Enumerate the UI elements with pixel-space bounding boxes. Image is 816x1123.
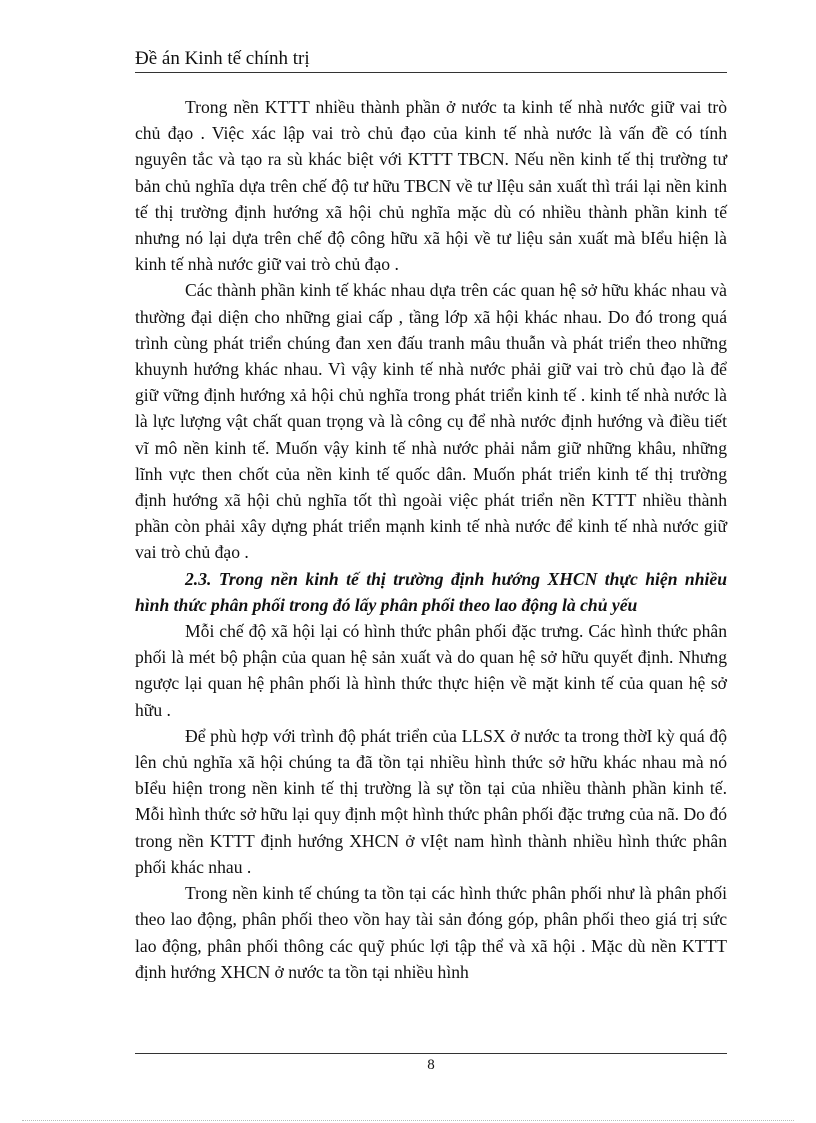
paragraph: Trong nền kinh tế chúng ta tồn tại các hình thức phân phối như là phân phối theo lao động, phân phối theo vồn hay tài sản đóng góp, phân phối theo giá trị sức lao động, phân phối thông các quỹ phúc lợi tập thể và xã hội . Mặc dù nền KTTT định hướng XHCN ở nước ta tồn tại nhiều hình [135, 883, 727, 982]
section-heading: 2.3. Trong nền kinh tế thị trường định hướng XHCN thực hiện nhiều hình thức phân phối trong đó lấy phân phối theo lao động là chủ yếu [135, 568, 727, 615]
paragraph: Trong nền KTTT nhiều thành phần ở nước ta kinh tế nhà nước giữ vai trò chủ đạo . Việc xác lập vai trò chủ đạo của kinh tế nhà nước là vấn đề có tính nguyên tắc và tạo ra sù khác biệt với KTTT TBCN. Nếu nền kinh tế thị trường tư bản chủ nghĩa dựa trên chế độ tư hữu TBCN về tư lIệu sản xuất thì trái lại nền kinh tế thị trường định hướng xã hội chủ nghĩa mặc dù có nhiều thành phần kinh tế nhưng nó lại dựa trên chế độ công hữu xã hội về tư liệu sản xuất mà bIểu hiện là kinh tế nhà nước giữ vai trò chủ đạo . [135, 97, 727, 275]
paragraph: Để phù hợp với trình độ phát triển của LLSX ở nước ta trong thờI kỳ quá độ lên chủ nghĩa xã hội chúng ta đã tồn tại nhiều hình thức sở hữu khác nhau mà nó bIểu hiện trong nền kinh tế thị trường là sự tồn tại của nhiều thành phần kinh tế. Mỗi hình thức sở hữu lại quy định một hình thức phân phối đặc trưng của nã. Do đó trong nền KTTT định hướng XHCN ở vIệt nam hình thành nhiều hình thức phân phối khác nhau . [135, 725, 727, 877]
paragraph: Các thành phần kinh tế khác nhau dựa trên các quan hệ sở hữu khác nhau và thường đại diện cho những giai cấp , tầng lớp xã hội khác nhau. Do đó trong quá trình cùng phát triển chúng đan xen đấu tranh mâu thuẫn và phát triển theo những khuynh hướng khác nhau. Vì vậy kinh tế nhà nước phải giữ vai trò chủ đạo là để giữ vững định hướng xả hội chủ nghĩa trong phát triển kinh tế . kinh tế nhà nước là là lực lượng vật chất quan trọng và là công cụ để nhà nước định hướng và điều tiết vĩ mô nền kinh tế. Muốn vậy kinh tế nhà nước phải nắm giữ những khâu, những lĩnh vực then chốt của nền kinh tế quốc dân. Muốn phát triển kinh tế thị trường định hướng xã hội chủ nghĩa tốt thì ngoài việc phát triển nền KTTT nhiều thành phần còn phải xây dựng phát triển mạnh kinh tế nhà nước để kinh tế nhà nước giữ vai trò chủ đạo . [135, 280, 727, 563]
document-body [135, 94, 727, 985]
page-edge-divider [22, 1120, 794, 1121]
paragraph: Mỗi chế độ xã hội lại có hình thức phân phối đặc trưng. Các hình thức phân phối là mét bộ phận của quan hệ sản xuất và do quan hệ sở hữu quyết định. Nhưng ngược lại quan hệ phân phối là hình thức thực hiện về mặt kinh tế của quan hệ sở hữu . [135, 621, 727, 720]
page-number: 8 [427, 1057, 435, 1073]
header-title: Đề án Kinh tế chính trị [135, 48, 310, 69]
footer-divider [135, 1053, 727, 1054]
page-header [135, 48, 727, 73]
